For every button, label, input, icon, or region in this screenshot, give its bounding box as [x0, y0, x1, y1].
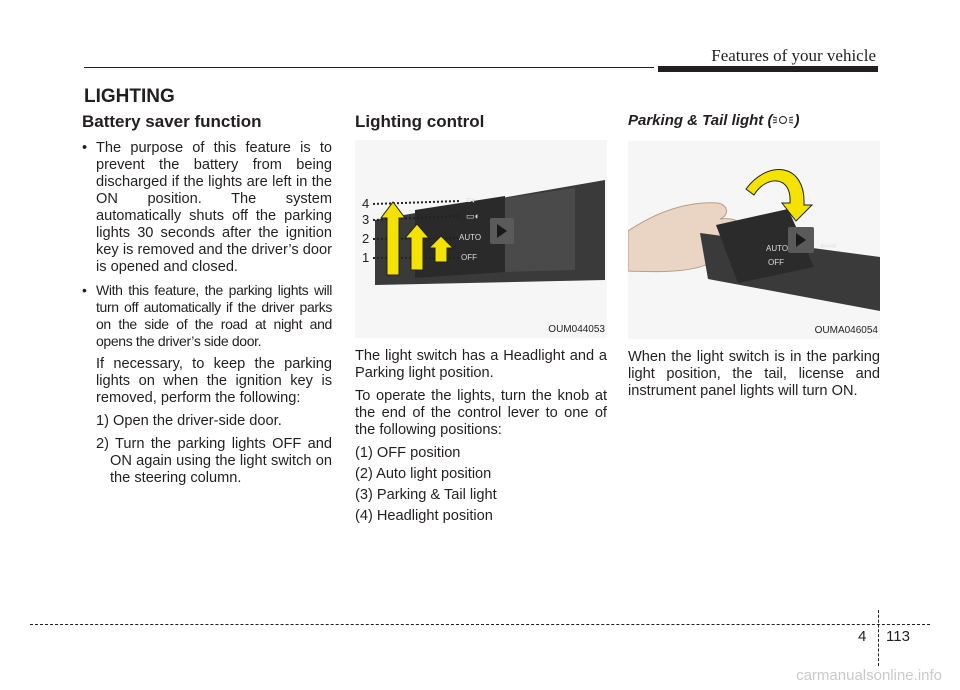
footer-rule: [30, 624, 930, 625]
position-number: 3: [362, 212, 370, 227]
parking-tail-column: [628, 112, 880, 406]
header-rule: [84, 67, 654, 68]
paragraph: If necessary, to keep the parking lights on when the ignition key is removed, perform the following:: [96, 356, 332, 406]
list-item: (2) Auto light position: [355, 466, 492, 482]
svg-text:≡◐: ≡◐: [466, 195, 477, 205]
svg-text:▭◐: ▭◐: [466, 211, 480, 221]
bullet-marker: •: [82, 282, 87, 298]
parking-light-figure: [628, 141, 880, 339]
header-bar: [658, 66, 878, 72]
light-switch-illustration: [355, 140, 607, 338]
svg-text:⇦⇨: ⇦⇨: [820, 241, 837, 252]
lighting-control-heading: Lighting control: [355, 112, 485, 131]
footer-divider: [878, 610, 879, 666]
bullet-marker: •: [82, 140, 88, 156]
auto-label: AUTO: [459, 233, 482, 242]
off-label: OFF: [768, 258, 784, 267]
heading-text: Parking & Tail light (: [628, 112, 773, 129]
parking-light-icon: [772, 114, 794, 126]
figure-code: OUMA046054: [814, 325, 878, 336]
running-header: Features of your vehicle: [711, 46, 876, 65]
step-item: 1) Open the driver-side door.: [96, 413, 282, 429]
list-item: (1) OFF position: [355, 445, 461, 461]
light-switch-figure: [355, 140, 607, 338]
auto-label: AUTO: [766, 244, 789, 253]
page-number: 113: [886, 628, 910, 645]
paragraph: When the light switch is in the parking light position, the tail, license and instrument panel lights will turn ON.: [628, 349, 880, 399]
bullet-text: The purpose of this feature is to prevent the battery from being discharged if the lights are left in the ON position. The system automatically shuts off the parking lights 30 seconds after the ignition key is removed and the driver’s door is opened and closed.: [96, 140, 332, 275]
lighting-control-column: [355, 112, 607, 529]
position-number: 4: [362, 196, 370, 211]
watermark: carmanualsonline.info: [796, 667, 942, 684]
battery-saver-heading: Battery saver function: [82, 112, 262, 131]
bullet-item: [82, 282, 332, 350]
position-list: [355, 445, 607, 525]
paragraph: To operate the lights, turn the knob at the end of the control lever to one of the following positions:: [355, 388, 607, 438]
battery-saver-column: [82, 112, 332, 493]
section-title: LIGHTING: [84, 86, 175, 107]
off-label: OFF: [461, 253, 477, 262]
hand-turning-knob-illustration: [628, 141, 880, 339]
step-item: 2) Turn the parking lights OFF and ON again using the light switch on the steering column.: [96, 436, 332, 486]
list-item: (3) Parking & Tail light: [355, 487, 497, 503]
chapter-number: 4: [858, 628, 867, 645]
bullet-item: [82, 140, 332, 276]
heading-text: ): [794, 112, 800, 129]
figure-code: OUM044053: [548, 324, 605, 335]
paragraph: The light switch has a Headlight and a Parking light position.: [355, 348, 607, 381]
bullet-text: With this feature, the parking lights will turn off automatically if the driver parks on the side of the road at night and opens the driver’s side door.: [96, 282, 332, 349]
list-item: (4) Headlight position: [355, 508, 493, 524]
position-number: 1: [362, 250, 370, 265]
position-number: 2: [362, 231, 370, 246]
parking-tail-heading: [628, 112, 880, 129]
